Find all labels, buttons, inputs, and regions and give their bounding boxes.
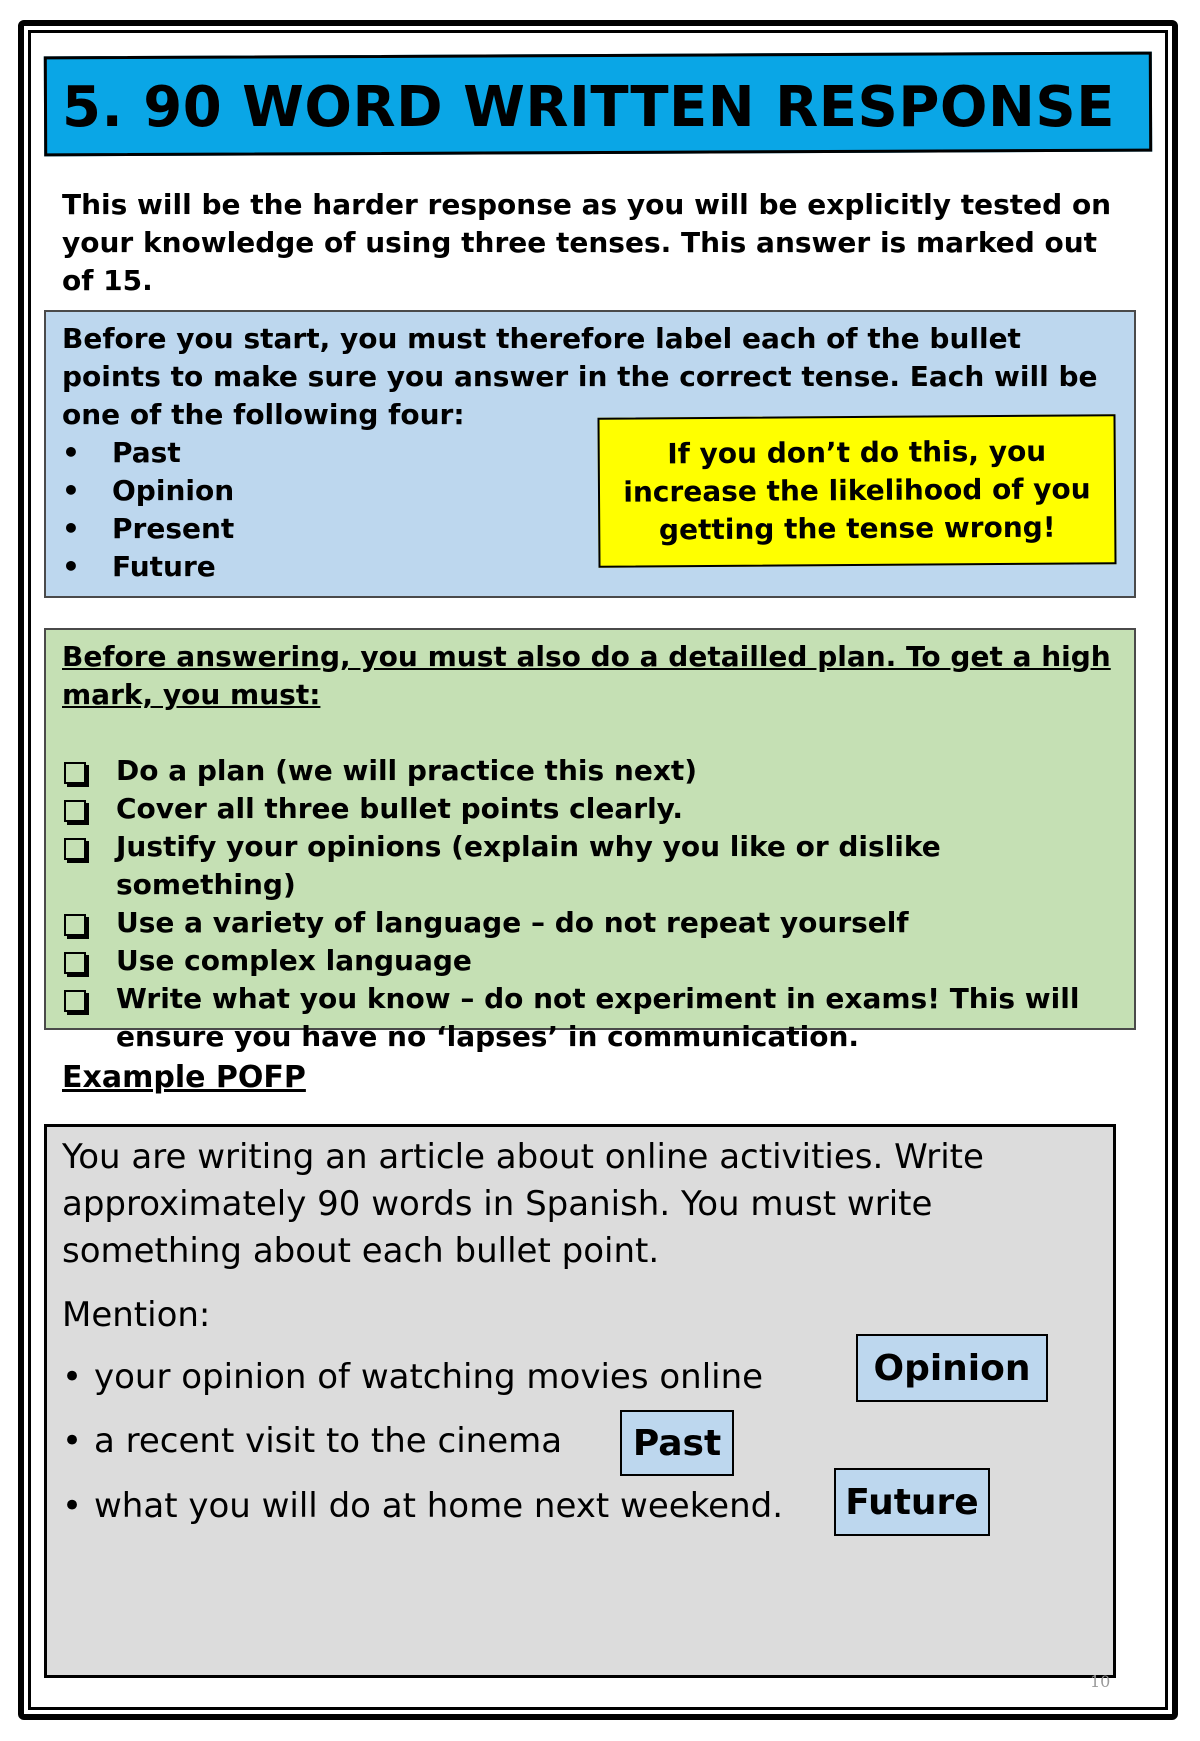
tense-tag-future: Future [834,1468,990,1536]
bullet-icon: • [62,474,80,507]
list-item: • Present [62,510,234,548]
intro-paragraph: This will be the harder response as you will be explicitly tested on your knowledge of using three tenses. This answer is marked out of 15. [62,188,1112,297]
checkbox-icon [64,914,86,936]
list-item: Cover all three bullet points clearly. [62,790,1122,828]
list-item: Write what you know – do not experiment in exams! This will ensure you have no ‘lapses’ in communication. [62,980,1122,1056]
bullet-icon: • [62,1486,83,1526]
tense-list [62,434,234,586]
mention-label: Mention: [62,1295,211,1335]
list-item: • a recent visit to the cinema [62,1418,562,1465]
page-number: 10 [1090,1672,1111,1691]
bullet-icon: • [62,1421,83,1461]
plan-checklist [62,752,1122,1056]
checkbox-icon [64,838,86,860]
list-item: Use complex language [62,942,1122,980]
example-heading: Example POFP [62,1060,306,1095]
list-item: Justify your opinions (explain why you like or dislike something) [62,828,1122,904]
warning-callout-text: If you don’t do this, you increase the likelihood of you getting the tense wrong! [623,434,1091,547]
list-item: Do a plan (we will practice this next) [62,752,1122,790]
checkbox-icon [64,952,86,974]
checkbox-icon [64,990,86,1012]
bullet-icon: • [62,436,80,469]
list-item: • your opinion of watching movies online [62,1354,763,1401]
tense-tag-opinion: Opinion [856,1334,1048,1402]
list-item: • Opinion [62,472,234,510]
bullet-icon: • [62,1357,83,1397]
checkbox-icon [64,800,86,822]
bullet-icon: • [62,512,80,545]
bullet-icon: • [62,550,80,583]
example-prompt: You are writing an article about online activities. Write approximately 90 words in Spanish. You must write something about each bullet point. [62,1137,984,1271]
tense-label-instructions: Before you start, you must therefore label each of the bullet points to make sure you answer in the correct tense. Each will be one of the following four: [62,322,1098,431]
list-item: • Future [62,548,234,586]
checkbox-icon [64,762,86,784]
list-item: • Past [62,434,234,472]
plan-checklist-heading: Before answering, you must also do a detailled plan. To get a high mark, you must: [62,640,1111,711]
list-item: Use a variety of language – do not repeat yourself [62,904,1122,942]
warning-callout [597,414,1116,568]
page-title: 5. 90 WORD WRITTEN RESPONSE [62,75,1115,140]
list-item: • what you will do at home next weekend. [62,1483,783,1530]
tense-tag-past: Past [620,1410,734,1476]
